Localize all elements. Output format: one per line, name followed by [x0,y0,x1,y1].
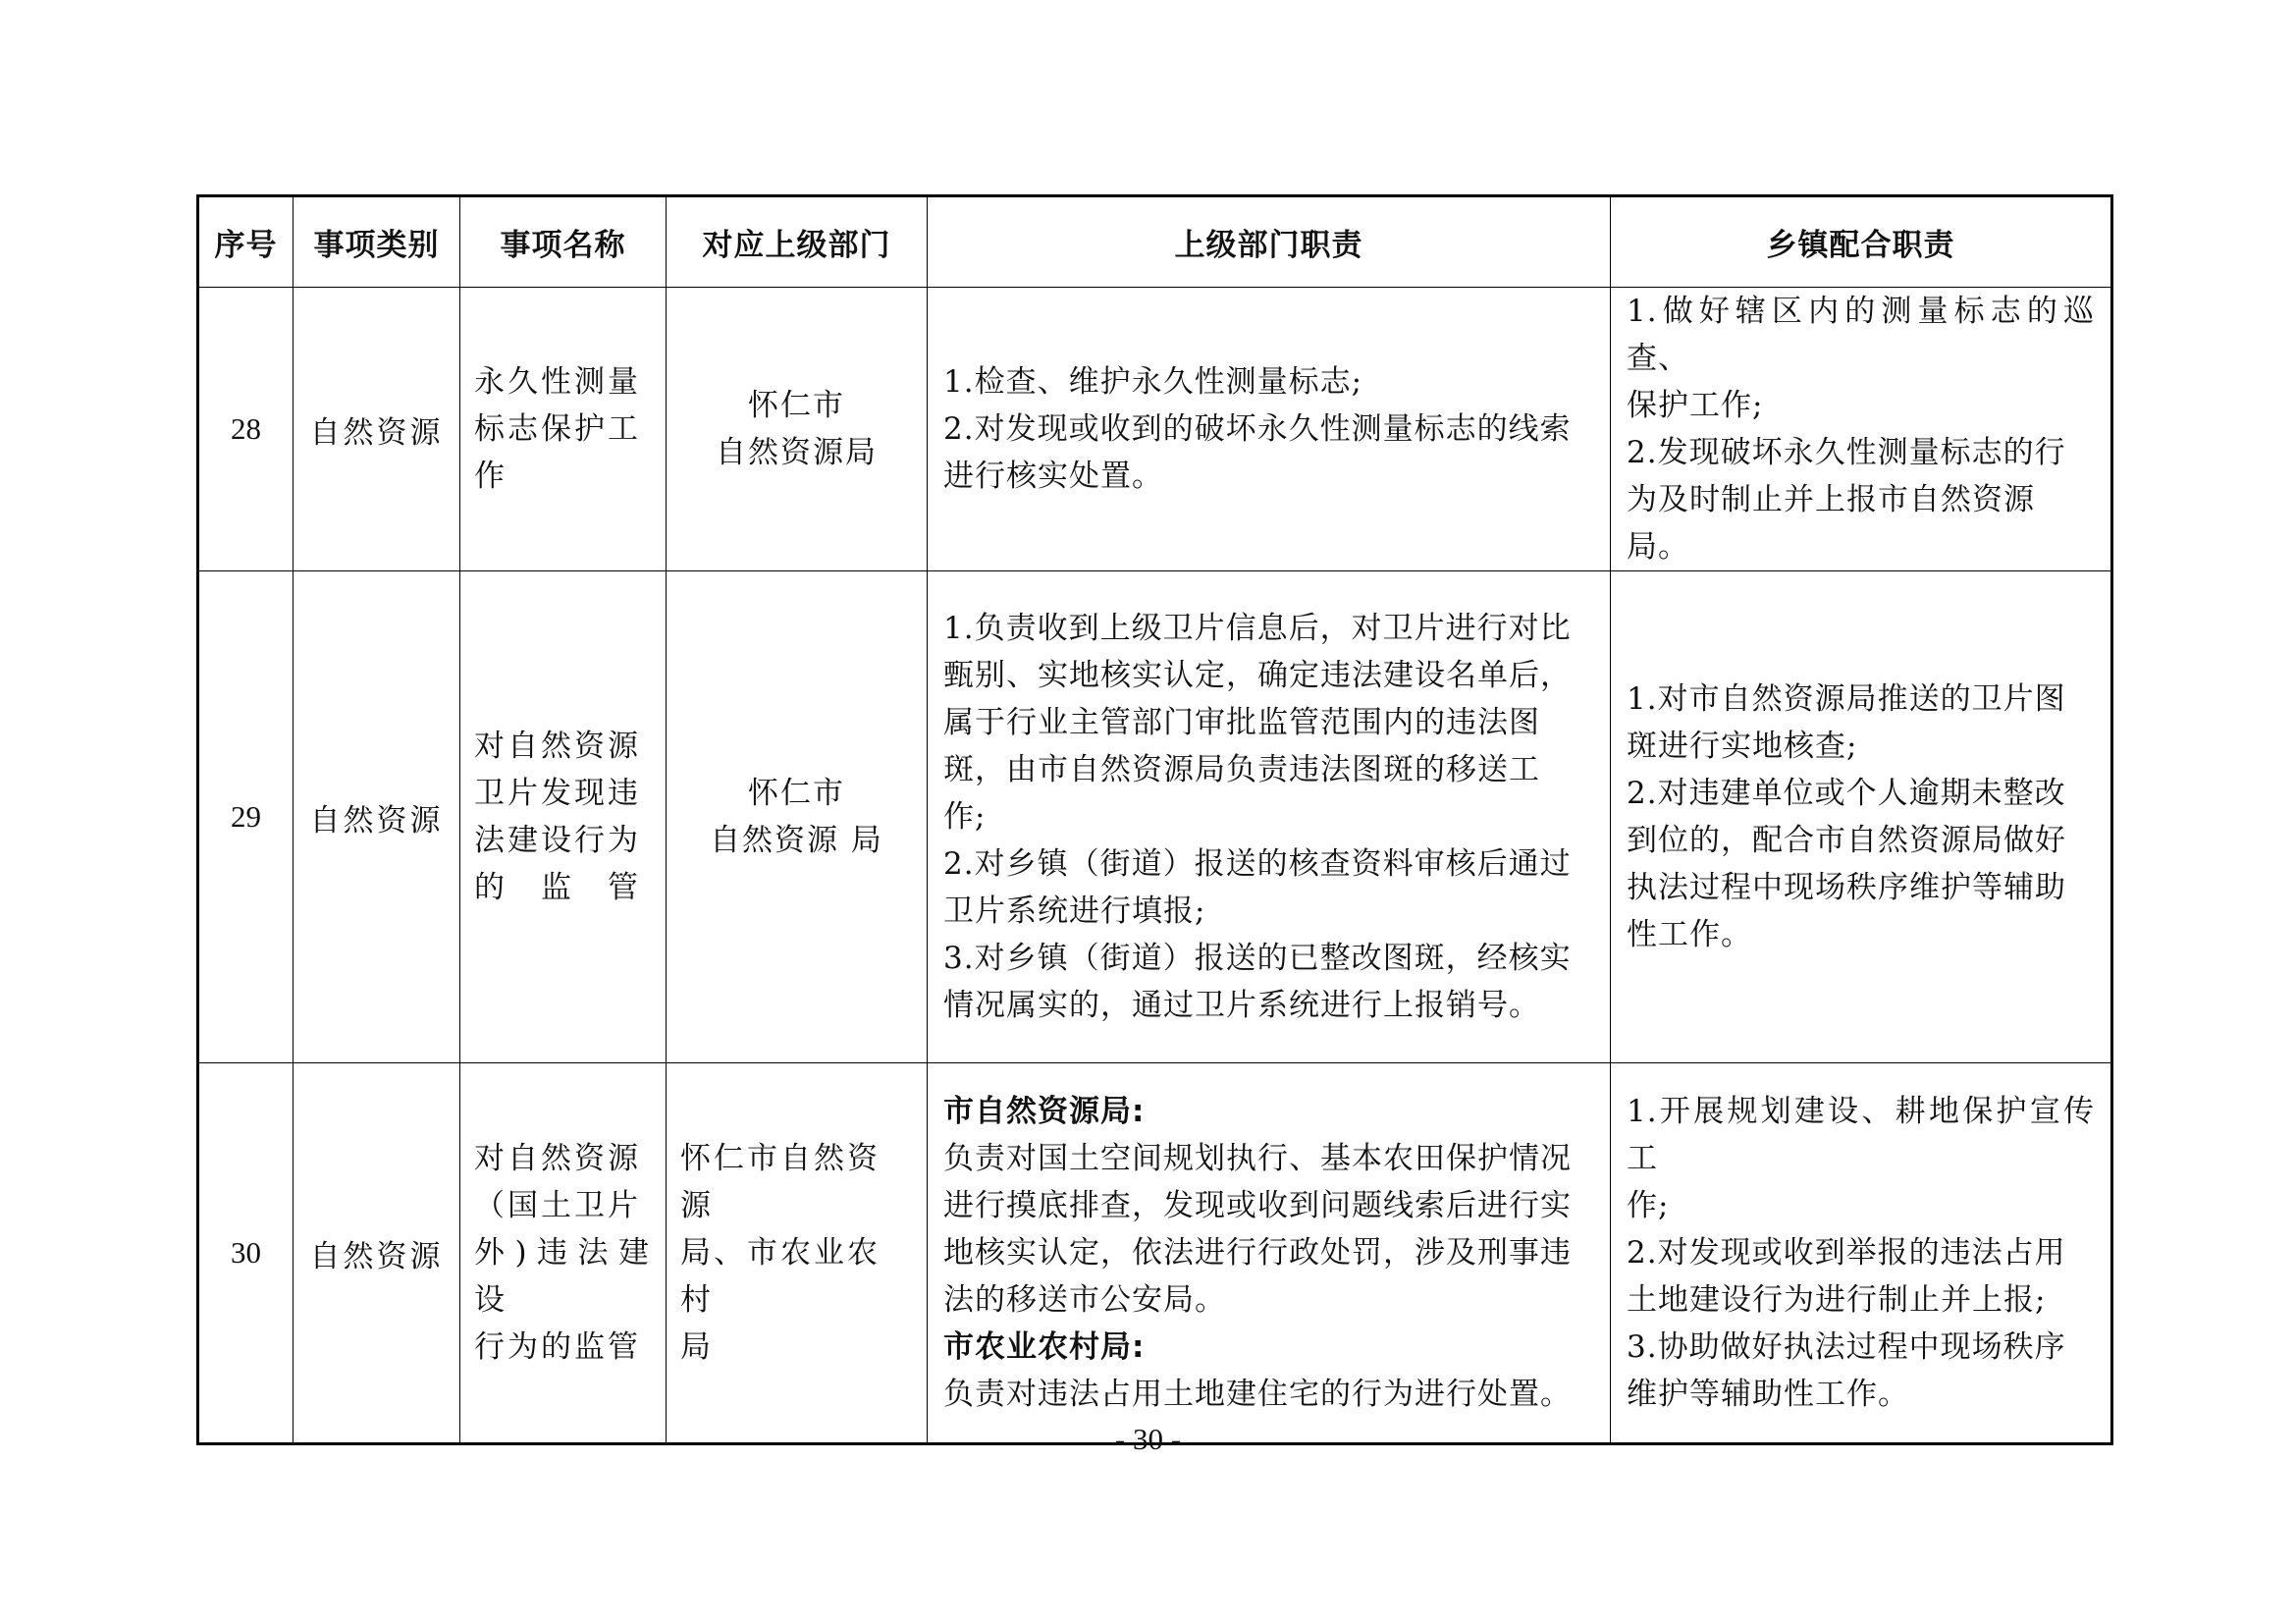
header-item-name: 事项名称 [460,196,667,288]
name-line: 标志保护工 [474,411,641,447]
duty-line: 负责对国土空间规划执行、基本农田保护情况 [943,1141,1572,1176]
duty-line: 斑，由市自然资源局负责违法图斑的移送工 [943,752,1540,787]
dept-line: 怀仁市自然资源 [680,1141,881,1223]
duty-line: 2.对发现或收到的破坏永久性测量标志的线索 [943,411,1572,447]
row-upper-duties [928,571,1611,1063]
duty-line: 土地建设行为进行制止并上报; [1627,1282,2047,1318]
header-category: 事项类别 [294,196,460,288]
header-town-duties: 乡镇配合职责 [1611,196,2112,288]
name-line: 作 [474,459,507,494]
duty-line: 性工作。 [1627,917,1752,952]
row-item-name [460,1063,667,1444]
duty-line: 进行核实处置。 [943,459,1163,494]
row-category: 自然资源 [294,1063,460,1444]
duty-line: 1.做好辖区内的测量标志的巡查、 [1627,294,2095,376]
dept-line: 局、市农业农村 [680,1235,881,1318]
name-line: 法建设行为 [474,823,641,858]
row-number: 30 [198,1063,294,1444]
duty-line: 1.负责收到上级卫片信息后，对卫片进行对比 [943,611,1572,646]
duty-line: 局。 [1627,529,1689,565]
row-item-name [460,571,667,1063]
duty-line: 法的移送市公安局。 [943,1282,1226,1318]
duty-line: 卫片系统进行填报; [943,893,1206,929]
duty-line: 保护工作; [1627,388,1764,423]
table-row [198,1063,2112,1444]
name-line: 卫片发现违 [474,776,641,811]
duty-line: 负责对违法占用土地建住宅的行为进行处置。 [943,1377,1572,1412]
row-department [667,288,928,571]
row-department [667,1063,928,1444]
dept-line: 局 [680,1329,714,1365]
duty-line: 作; [943,799,987,835]
duty-heading: 市农业农村局: [943,1329,1146,1365]
duty-line: 1.检查、维护永久性测量标志; [943,364,1363,400]
row-town-duties [1611,571,2112,1063]
row-number: 29 [198,571,294,1063]
duty-line: 2.对乡镇（街道）报送的核查资料审核后通过 [943,846,1572,882]
duty-line: 2.发现破坏永久性测量标志的行 [1627,435,2066,470]
duty-line: 3.对乡镇（街道）报送的已整改图斑，经核实 [943,941,1572,976]
name-line: 对自然资源 [474,729,641,764]
duty-line: 2.对发现或收到举报的违法占用 [1627,1235,2066,1271]
table-header-row [198,196,2112,288]
table-row [198,288,2112,571]
row-upper-duties [928,288,1611,571]
duty-line: 情况属实的，通过卫片系统进行上报销号。 [943,988,1540,1023]
dept-line: 自然资源 局 [710,823,883,858]
duty-line: 维护等辅助性工作。 [1627,1377,1909,1412]
header-upper-duties: 上级部门职责 [928,196,1611,288]
name-line: 的 监 管 [474,870,641,905]
header-department: 对应上级部门 [667,196,928,288]
name-line: 行为的监管 [474,1329,641,1365]
header-serial: 序号 [198,196,294,288]
duty-line: 作; [1627,1188,1670,1223]
duty-line: 甄别、实地核实认定，确定违法建设名单后， [943,658,1572,693]
row-number: 28 [198,288,294,571]
row-upper-duties [928,1063,1611,1444]
duty-line: 2.对违建单位或个人逾期未整改 [1627,776,2066,811]
name-line: 外)违法建设 [474,1235,652,1318]
row-category: 自然资源 [294,288,460,571]
duty-line: 为及时制止并上报市自然资源 [1627,482,2035,517]
duty-line: 1.开展规划建设、耕地保护宣传工 [1627,1094,2095,1176]
duty-line: 执法过程中现场秩序维护等辅助 [1627,870,2066,905]
page-number: - 30 - [1114,1422,1182,1456]
duty-line: 到位的，配合市自然资源局做好 [1627,823,2066,858]
duty-line: 属于行业主管部门审批监管范围内的违法图 [943,705,1540,740]
table-row [198,571,2112,1063]
row-department [667,571,928,1063]
duty-line: 地核实认定，依法进行行政处罚，涉及刑事违 [943,1235,1572,1271]
row-category: 自然资源 [294,571,460,1063]
dept-line: 怀仁市 [748,776,845,811]
name-line: （国土卫片 [474,1188,641,1223]
duty-line: 3.协助做好执法过程中现场秩序 [1627,1329,2066,1365]
duty-line: 斑进行实地核查; [1627,729,1858,764]
row-town-duties [1611,288,2112,571]
duties-table [196,194,2113,1445]
row-item-name [460,288,667,571]
dept-line: 怀仁市 [748,388,845,423]
duty-line: 1.对市自然资源局推送的卫片图 [1627,681,2066,717]
duty-line: 进行摸底排查，发现或收到问题线索后进行实 [943,1188,1572,1223]
row-town-duties [1611,1063,2112,1444]
name-line: 对自然资源 [474,1141,641,1176]
duty-heading: 市自然资源局: [943,1094,1146,1129]
name-line: 永久性测量 [474,364,641,400]
dept-line: 自然资源局 [716,435,878,470]
